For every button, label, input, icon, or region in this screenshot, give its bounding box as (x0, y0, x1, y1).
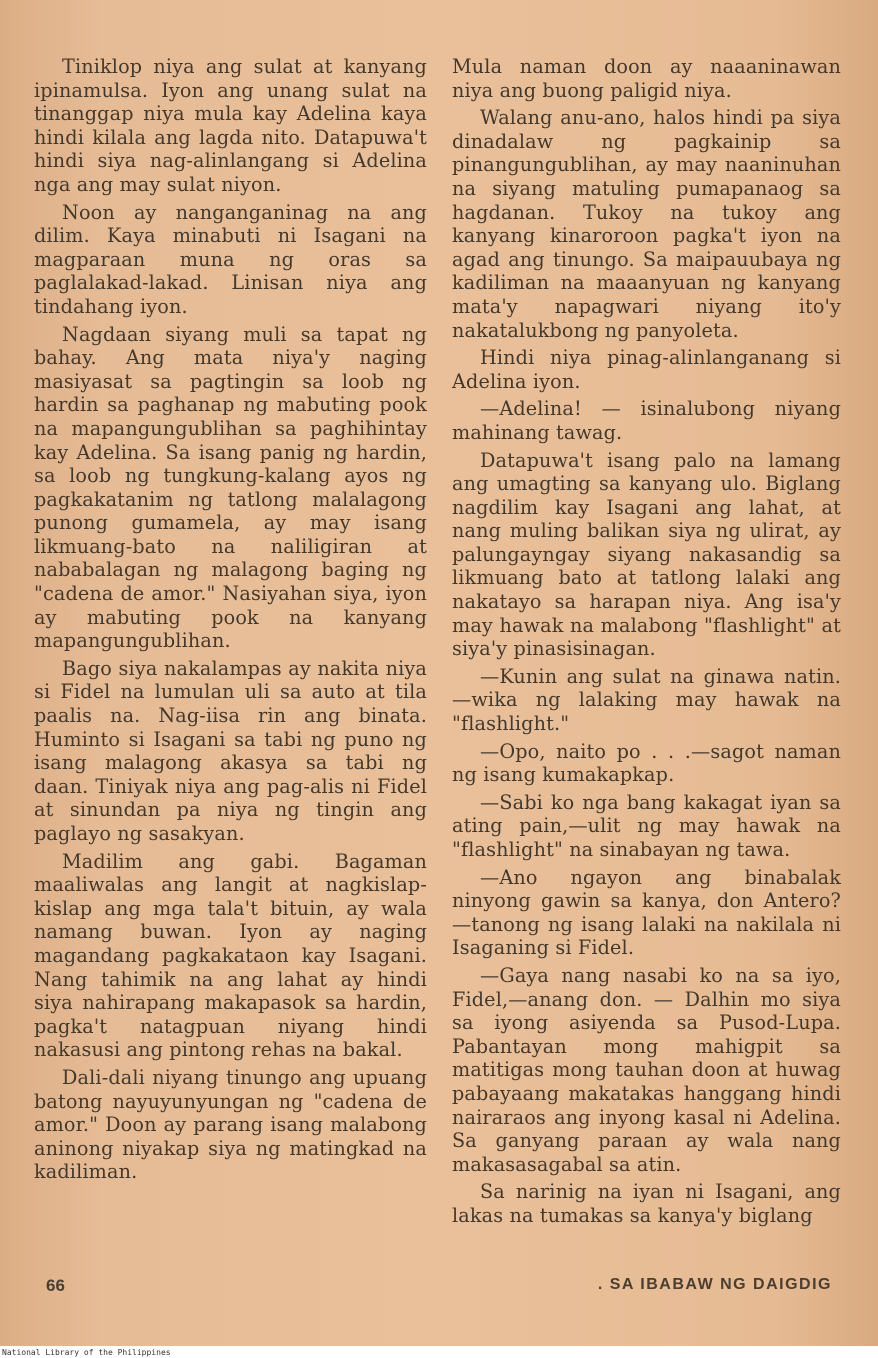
paragraph: —Kunin ang sulat na ginawa natin.—wika ng lalaking may hawak na "flashlight." (452, 664, 841, 736)
running-title: . SA IBABAW NG DAIGDIG (597, 1276, 832, 1293)
right-text-column (452, 55, 841, 1232)
paragraph: —Ano ngayon ang binabalak ninyong gawin sa kanya, don Antero? —tanong ng isang lalaki na nakilala ni Isaganing si Fidel. (452, 865, 841, 960)
scan-credit: National Library of the Philippines (2, 1348, 171, 1357)
page-number: 66 (46, 1276, 65, 1295)
paragraph: —Opo, naito po . . .—sagot naman ng isang kumakapkap. (452, 739, 841, 787)
paragraph: Nagdaan siyang muli sa tapat ng bahay. Ang mata niya'y naging masiyasat sa pagtingin sa loob ng hardin sa paghanap ng mabuting pook na mapangungublihan sa paghihintay kay Adelina. Sa isang panig ng hardin, sa loob ng tungkung-kalang ayos ng pagkakatanim ng tatlong malalagong punong gumamela, ay may isang likmuang-bato na naliligiran at nababalagan ng malagong baging ng "cadena de amor." Nasiyahan siya, iyon ay mabuting pook na kanyang mapangungublihan. (34, 322, 427, 653)
left-text-column (34, 55, 427, 1188)
paragraph-continuation: Mula naman doon ay naaaninawan niya ang buong paligid niya. (452, 55, 841, 102)
paragraph: Hindi niya pinag-alinlanganang si Adelina iyon. (452, 346, 841, 393)
paragraph: Bago siya nakalampas ay nakita niya si Fidel na lumulan uli sa auto at tila paalis na. Nag-iisa rin ang binata. Huminto si Isagani sa tabi ng puno ng isang malagong akasya sa tabi ng daan. Tiniyak niya ang pag-alis ni Fidel at sinundan pa niya ng tingin ang paglayo ng sasakyan. (34, 656, 427, 845)
paragraph: —Gaya nang nasabi ko na sa iyo, Fidel,—anang don. — Dalhin mo siya sa iyong asiyenda sa Pusod-Lupa. Pabantayan mong mahigpit sa matitigas mong tauhan doon at huwag pabayaang makatakas hanggang hindi nairaraos ang inyong kasal ni Adelina. Sa ganyang paraan ay wala nang makasasagabal sa atin. (452, 963, 841, 1176)
paragraph: —Sabi ko nga bang kakagat iyan sa ating pain,—ulit ng may hawak na "flashlight" na sinabayan ng tawa. (452, 790, 841, 861)
paragraph: Tiniklop niya ang sulat at kanyang ipinamulsa. Iyon ang unang sulat na tinanggap niya mula kay Adelina kaya hindi kilala ang lagda nito. Datapuwa't hindi siya nag-alinlangang si Adelina nga ang may sulat niyon. (34, 55, 427, 196)
paragraph: —Adelina! — isinalubong niyang mahinang tawag. (452, 397, 841, 444)
paragraph: Dali-dali niyang tinungo ang upuang batong nayuyunyungan ng "cadena de amor." Doon ay parang isang malabong aninong niyakap siya ng matingkad na kadiliman. (34, 1065, 427, 1184)
paragraph: Datapuwa't isang palo na lamang ang umagting sa kanyang ulo. Biglang nagdilim kay Isagani ang lahat, at nang muling balikan siya ng ulirat, ay palungayngay siyang nakasandig sa likmuang bato at tatlong lalaki ang nakatayo sa harapan niya. Ang isa'y may hawak na malabong "flashlight" at siya'y pinasisinagan. (452, 448, 841, 661)
paragraph: Noon ay nanganganinag na ang dilim. Kaya minabuti ni Isagani na magparaan muna ng oras sa paglalakad-lakad. Linisan niya ang tindahang iyon. (34, 200, 427, 318)
scan-credit-strip (0, 1346, 878, 1358)
paragraph: Walang anu-ano, halos hindi pa siya dinadalaw ng pagkainip sa pinangungublihan, ay may naaninuhan na siyang matuling pumapanaog sa hagdanan. Tukoy na tukoy ang kanyang kinaroroon pagka't iyon na agad ang tinungo. Sa maipauubaya ng kadiliman na maaanyuan ng kanyang mata'y napagwari niyang ito'y nakatalukbong ng panyoleta. (452, 106, 841, 342)
paragraph: Madilim ang gabi. Bagaman maaliwalas ang langit at nagkislap-kislap ang mga tala't bituin, ay wala namang buwan. Iyon ay naging magandang pagkakataon kay Isagani. Nang tahimik na ang lahat ay hindi siya nahirapang makapasok sa hardin, pagka't natagpuan niyang hindi nakasusi ang pintong rehas na bakal. (34, 849, 427, 1062)
paragraph: Sa narinig na iyan ni Isagani, ang lakas na tumakas sa kanya'y biglang (452, 1180, 841, 1227)
